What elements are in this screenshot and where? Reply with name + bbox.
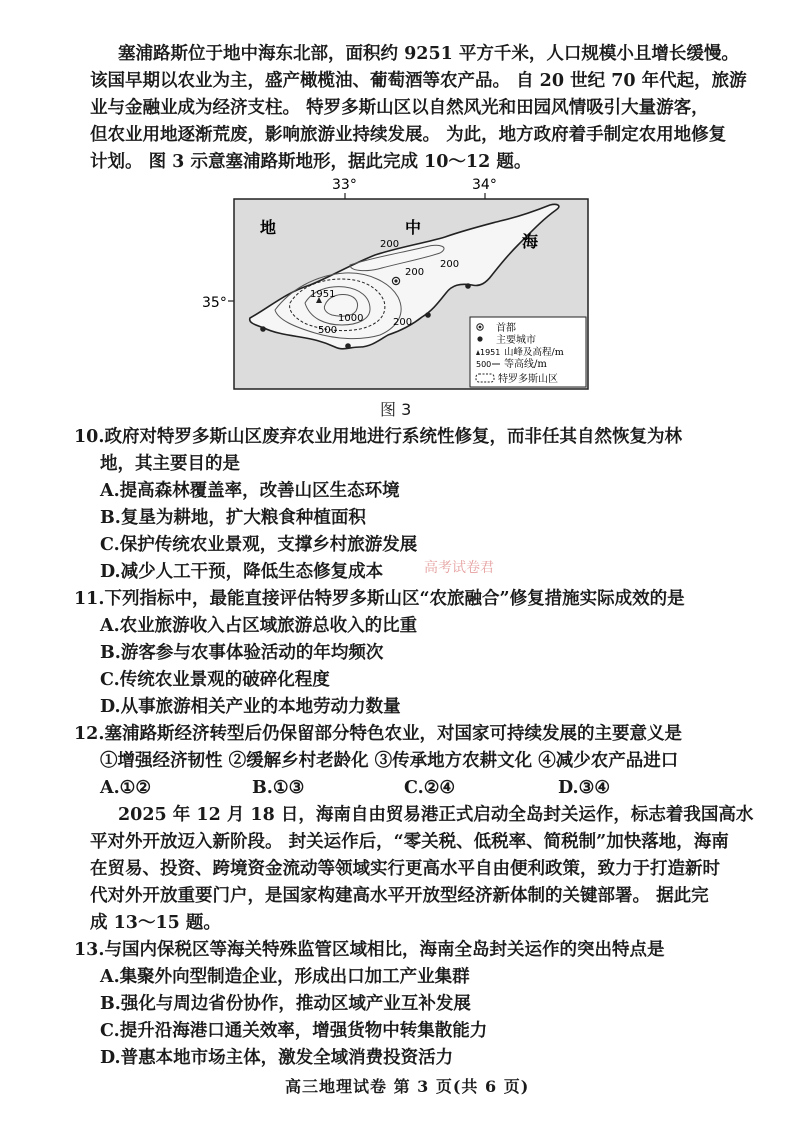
intro-line-2: 该国早期以农业为主，盛产橄榄油、葡萄酒等农产品。 自 20 世纪 70 年代起，旅游 [90, 71, 747, 91]
legend-region-label: 特罗多斯山区 [498, 374, 558, 385]
figure-caption: 图 3 [380, 400, 412, 419]
intro-line-3: 业与金融业成为经济支柱。 特罗多斯山区以自然风光和田园风情吸引大量游客， [90, 98, 709, 118]
intro-line-4: 但农业用地逐渐荒废，影响旅游业持续发展。 为此，地方政府着手制定农用地修复 [90, 125, 727, 145]
lat-35-label: 35° [202, 295, 227, 311]
q10-option-b: B.复垦为耕地，扩大粮食种植面积 [100, 508, 366, 528]
legend-peak-label: 山峰及高程/m [504, 347, 564, 358]
passage2-line-5: 成 13～15 题。 [90, 913, 221, 933]
contour-label: 200 [393, 317, 413, 328]
q10-option-a: A.提高森林覆盖率，改善山区生态环境 [100, 481, 400, 501]
sea-label-1: 地 [260, 218, 277, 237]
q12-option-a: A.①② [100, 778, 152, 798]
lon-34-label: 34° [472, 177, 497, 193]
city-icon [260, 326, 266, 332]
q12-items: ①增强经济韧性 ②缓解乡村老龄化 ③传承地方农耕文化 ④减少农产品进口 [100, 751, 679, 771]
contour-label: 1000 [338, 313, 364, 324]
legend-city-icon [477, 336, 482, 341]
legend-contour-label: 等高线/m [504, 359, 547, 370]
q11-option-a: A.农业旅游收入占区域旅游总收入的比重 [100, 616, 418, 636]
legend-city-label: 主要城市 [496, 335, 536, 346]
q11-option-d: D.从事旅游相关产业的本地劳动力数量 [100, 697, 401, 717]
q12-option-d: D.③④ [558, 778, 611, 798]
q11-stem: 11.下列指标中，最能直接评估特罗多斯山区“农旅融合”修复措施实际成效的是 [74, 589, 685, 609]
sea-label-3: 海 [522, 232, 539, 251]
q12-option-c: C.②④ [404, 778, 456, 798]
passage2-line-1: 2025 年 12 月 18 日，海南自由贸易港正式启动全岛封关运作，标志着我国高水 [118, 805, 754, 825]
intro-line-5: 计划。 图 3 示意塞浦路斯地形，据此完成 10～12 题。 [90, 152, 532, 172]
intro-line-1: 塞浦路斯位于地中海东北部，面积约 9251 平方千米，人口规模小且增长缓慢。 [118, 44, 739, 64]
contour-label: 200 [405, 267, 425, 278]
legend-capital-icon-dot [479, 326, 482, 329]
lon-33-label: 33° [332, 177, 357, 193]
legend-peak-sample: 1951 [480, 348, 501, 357]
q13-stem: 13.与国内保税区等海关特殊监管区域相比，海南全岛封关运作的突出特点是 [74, 940, 665, 960]
q12-stem: 12.塞浦路斯经济转型后仍保留部分特色农业，对国家可持续发展的主要意义是 [74, 724, 682, 744]
passage2-line-2: 平对外开放迈入新阶段。 封关运作后，“零关税、低税率、简税制”加快落地，海南 [90, 832, 729, 852]
legend-capital-label: 首都 [496, 323, 516, 334]
contour-label: 200 [380, 239, 400, 250]
q11-option-b: B.游客参与农事体验活动的年均频次 [100, 643, 384, 663]
page-footer: 高三地理试卷 第 3 页(共 6 页) [285, 1077, 530, 1096]
city-icon [425, 312, 431, 318]
q13-option-c: C.提升沿海港口通关效率，增强货物中转集散能力 [100, 1021, 488, 1041]
q12-option-b: B.①③ [252, 778, 305, 798]
q13-option-a: A.集聚外向型制造企业，形成出口加工产业集群 [100, 967, 470, 987]
cyprus-map-figure [200, 175, 600, 400]
contour-label: 200 [440, 259, 460, 270]
q10-stem-1: 10.政府对特罗多斯山区废弃农业用地进行系统性修复，而非任其自然恢复为林 [74, 427, 682, 447]
q13-option-d: D.普惠本地市场主体，激发全域消费投资活力 [100, 1048, 454, 1068]
cyprus-map-svg [200, 175, 600, 400]
passage2-line-3: 在贸易、投资、跨境资金流动等领域实行更高水平自由便利政策，致力于打造新时 [90, 859, 720, 879]
q11-option-c: C.传统农业景观的破碎化程度 [100, 670, 330, 690]
q10-option-c: C.保护传统农业景观，支撑乡村旅游发展 [100, 535, 418, 555]
q10-option-d: D.减少人工干预，降低生态修复成本 [100, 562, 384, 582]
city-icon [345, 343, 351, 349]
sea-label-2: 中 [405, 218, 422, 237]
peak-label: 1951 [310, 289, 336, 300]
passage2-line-4: 代对外开放重要门户，是国家构建高水平开放型经济新体制的关键部署。 据此完 [90, 886, 709, 906]
q10-stem-2: 地，其主要目的是 [100, 454, 240, 474]
watermark: 高考试卷君 [424, 560, 494, 576]
city-icon [465, 283, 471, 289]
contour-label: 500 [318, 325, 338, 336]
capital-icon-dot [394, 279, 397, 282]
q13-option-b: B.强化与周边省份协作，推动区域产业互补发展 [100, 994, 471, 1014]
legend-contour-sample: 500 [476, 360, 492, 369]
